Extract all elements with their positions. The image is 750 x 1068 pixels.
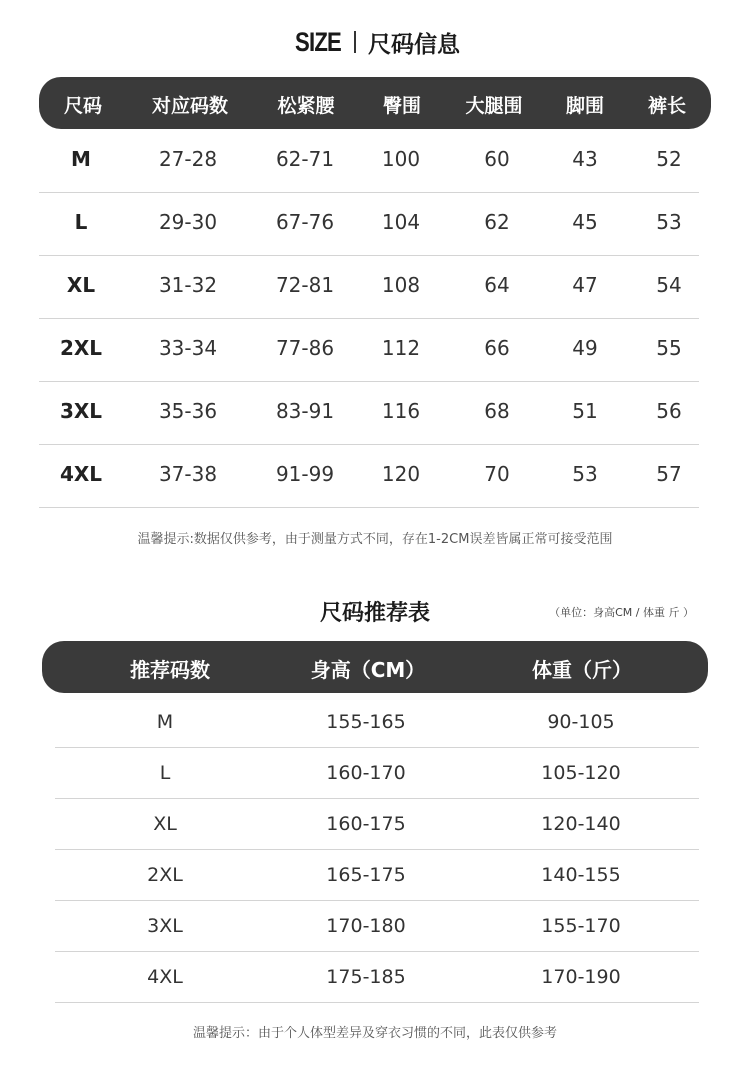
size-cell: 54 xyxy=(656,273,682,297)
recommend-unit: （单位：身高CM / 体重 斤 ） xyxy=(549,606,694,619)
size-cell: 67-76 xyxy=(275,210,335,234)
size-cell: 120 xyxy=(381,462,421,486)
size-cell: 49 xyxy=(572,336,598,360)
table-row xyxy=(55,799,699,850)
recommend-cell: L xyxy=(159,762,171,784)
size-cell: 27-28 xyxy=(158,147,218,171)
size-cell: 62-71 xyxy=(275,147,335,171)
size-cell: 56 xyxy=(656,399,682,423)
recommend-title: 尺码推荐表 xyxy=(319,601,430,626)
recommend-cell: 3XL xyxy=(147,915,183,937)
title-chinese: 尺码信息 xyxy=(368,31,460,58)
size-header-cell: 臀围 xyxy=(382,95,422,117)
size-cell: 3XL xyxy=(59,399,103,423)
recommend-header-cell: 身高（CM） xyxy=(310,658,426,682)
table-row xyxy=(39,318,699,382)
recommend-table-note: 温馨提示：由于个人体型差异及穿衣习惯的不同，此表仅供参考 xyxy=(192,1026,557,1041)
size-cell: 2XL xyxy=(59,336,103,360)
size-cell: 29-30 xyxy=(158,210,218,234)
table-row xyxy=(55,850,699,901)
recommend-cell: 155-170 xyxy=(541,915,621,937)
size-cell: 47 xyxy=(572,273,598,297)
size-header-cell: 松紧腰 xyxy=(277,95,335,117)
recommend-cell: 170-190 xyxy=(541,966,621,988)
recommend-cell: M xyxy=(156,711,174,733)
recommend-cell: XL xyxy=(153,813,177,835)
recommend-cell: 155-165 xyxy=(326,711,406,733)
size-cell: 57 xyxy=(656,462,682,486)
size-cell: 64 xyxy=(484,273,510,297)
size-cell: 83-91 xyxy=(275,399,335,423)
table-row xyxy=(39,381,699,445)
size-header-cell: 脚围 xyxy=(565,95,605,117)
size-cell: 52 xyxy=(656,147,682,171)
size-cell: 37-38 xyxy=(158,462,218,486)
size-cell: 35-36 xyxy=(158,399,218,423)
size-cell: 72-81 xyxy=(275,273,335,297)
size-header-cell: 大腿围 xyxy=(465,95,523,117)
recommend-cell: 4XL xyxy=(147,966,183,988)
size-cell: 33-34 xyxy=(158,336,218,360)
size-cell: 45 xyxy=(572,210,598,234)
size-cell: 68 xyxy=(484,399,510,423)
recommend-cell: 140-155 xyxy=(541,864,621,886)
size-header-cell: 尺码 xyxy=(63,95,103,117)
recommend-header-cell: 体重（斤） xyxy=(532,658,632,682)
size-cell: 70 xyxy=(484,462,510,486)
page-title xyxy=(0,22,750,62)
table-row xyxy=(39,192,699,256)
size-table-header xyxy=(39,77,711,129)
table-row xyxy=(55,748,699,799)
recommend-cell: 165-175 xyxy=(326,864,406,886)
size-cell: 53 xyxy=(656,210,682,234)
recommend-table-header xyxy=(42,641,708,693)
table-row xyxy=(39,444,699,508)
recommend-cell: 2XL xyxy=(147,864,183,886)
size-cell: 60 xyxy=(484,147,510,171)
recommend-header-cell: 推荐码数 xyxy=(130,658,210,682)
size-cell: 43 xyxy=(572,147,598,171)
recommend-cell: 175-185 xyxy=(326,966,406,988)
size-header-cell: 对应码数 xyxy=(151,95,229,117)
size-cell: 108 xyxy=(381,273,421,297)
size-cell: 104 xyxy=(381,210,421,234)
size-cell: 116 xyxy=(381,399,421,423)
size-header-cell: 裤长 xyxy=(647,95,687,117)
size-cell: 62 xyxy=(484,210,510,234)
size-cell: L xyxy=(74,210,88,234)
recommend-cell: 170-180 xyxy=(326,915,406,937)
size-table-note: 温馨提示:数据仅供参考，由于测量方式不同，存在1-2CM误差皆属正常可接受范围 xyxy=(137,532,613,547)
recommend-cell: 105-120 xyxy=(541,762,621,784)
table-row xyxy=(39,129,699,193)
size-cell: 77-86 xyxy=(275,336,335,360)
recommend-cell: 90-105 xyxy=(547,711,615,733)
recommend-cell: 160-175 xyxy=(326,813,406,835)
size-cell: M xyxy=(71,147,91,171)
recommend-cell: 160-170 xyxy=(326,762,406,784)
size-cell: XL xyxy=(66,273,96,297)
size-cell: 51 xyxy=(572,399,598,423)
size-cell: 100 xyxy=(381,147,421,171)
table-row xyxy=(55,952,699,1003)
table-row xyxy=(55,697,699,748)
size-cell: 4XL xyxy=(59,462,103,486)
size-cell: 53 xyxy=(572,462,598,486)
recommend-cell: 120-140 xyxy=(541,813,621,835)
table-row xyxy=(39,255,699,319)
size-cell: 66 xyxy=(484,336,510,360)
title-divider xyxy=(354,31,356,53)
table-row xyxy=(55,901,699,952)
size-cell: 55 xyxy=(656,336,682,360)
size-cell: 31-32 xyxy=(158,273,218,297)
title-english: SIZE xyxy=(295,26,341,57)
size-cell: 91-99 xyxy=(275,462,335,486)
size-cell: 112 xyxy=(381,336,421,360)
